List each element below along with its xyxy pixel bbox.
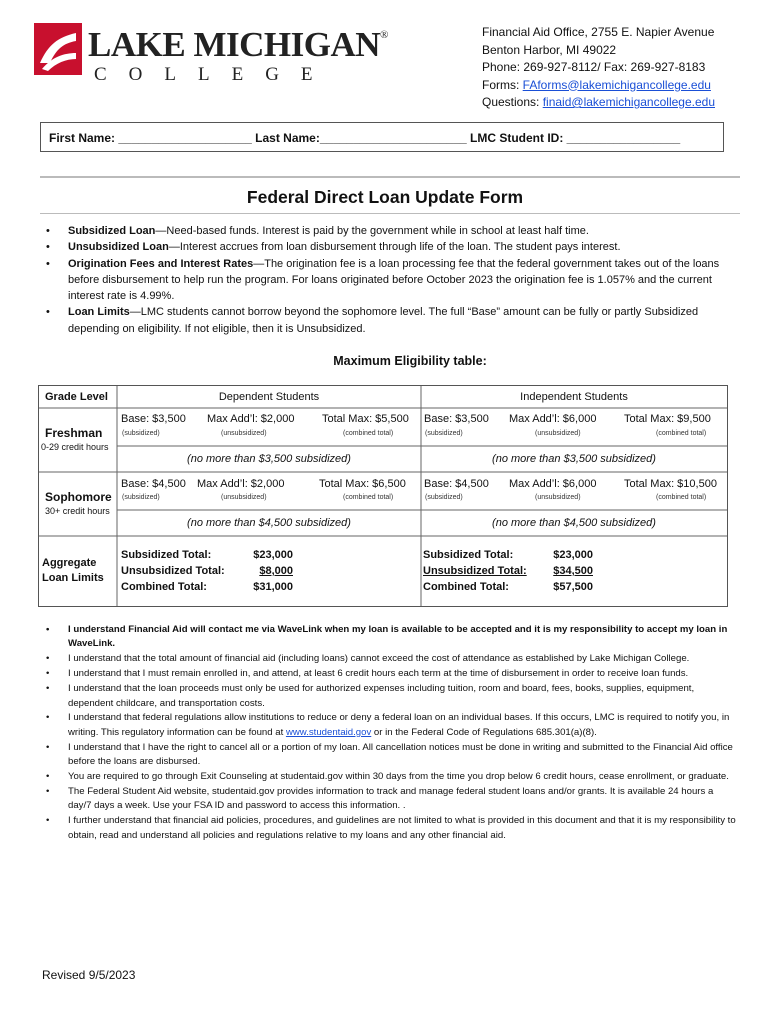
fresh-ind-sub-label: (subsidized) (425, 430, 463, 437)
list-item: • I understand Financial Aid will contact me via WaveLink when my loan is available to be accepted and it is my responsibility to accept my loan in WaveLink. (38, 623, 738, 652)
soph-ind-combined-label: (combined total) (656, 494, 707, 501)
fresh-ind-note: (no more than $3,500 subsidized) (492, 453, 656, 465)
aggregate-dep-values: $23,000 $8,000 $31,000 (253, 549, 293, 593)
fresh-dep-sub-label: (subsidized) (122, 430, 160, 437)
student-info-fields[interactable]: First Name: ____________________ Last Name:______________________ LMC Student ID: _________________ (40, 122, 724, 152)
header-dependent: Dependent Students (218, 391, 320, 403)
soph-dep-unsub-label: (unsubsidized) (221, 494, 267, 501)
soph-ind-base: Base: $4,500 (424, 478, 489, 490)
contact-city: Benton Harbor, MI 49022 (482, 42, 617, 57)
soph-ind-note: (no more than $4,500 subsidized) (492, 517, 656, 529)
forms-email-link[interactable]: FAforms@lakemichigancollege.edu (522, 77, 711, 92)
contact-info (482, 24, 715, 112)
header-grade-level: Grade Level (45, 391, 108, 403)
logo-subtitle: COLLEGE (94, 64, 335, 85)
fresh-dep-unsub-label: (unsubsidized) (221, 430, 267, 437)
list-item: • Origination Fees and Interest Rates—The origination fee is a loan processing fee that the federal government takes out of the loans before disbursement to help run the program. For loans originated before October 2023 the origination fee is 1.057% and the current interest rate is 4.99%. (38, 256, 738, 305)
list-item: • Subsidized Loan—Need-based funds. Interest is paid by the government while in school at least half time. (38, 223, 738, 239)
list-item: • I understand that I must remain enrolled in, and attend, at least 6 credit hours each term at the time of disbursement in order to receive loan funds. (38, 667, 738, 681)
acknowledgement-list (38, 623, 738, 844)
fresh-ind-unsub-label: (unsubsidized) (535, 430, 581, 437)
divider (40, 213, 740, 214)
soph-dep-combined-label: (combined total) (343, 494, 394, 501)
sophomore-credits: 30+ credit hours (45, 506, 110, 516)
list-item: • The Federal Student Aid website, studentaid.gov provides information to track and manage federal student loans and/or grants. It is available 24 hours a day/7 days a week. Use your FSA ID and password to access this information. . (38, 785, 738, 814)
soph-dep-sub-label: (subsidized) (122, 494, 160, 501)
aggregate-dep-labels: Subsidized Total: Unsubsidized Total: Combined Total: (121, 549, 225, 593)
contact-forms: Forms: FAforms@lakemichigancollege.edu (482, 77, 711, 92)
logo-name: LAKE MICHIGAN® (88, 25, 388, 64)
soph-dep-note: (no more than $4,500 subsidized) (187, 517, 351, 529)
list-item: • I understand that the loan proceeds must only be used for authorized expenses including tuition, room and board, fees, books, supplies, equipment, dependent childcare, and transportation costs. (38, 682, 738, 711)
fresh-ind-base: Base: $3,500 (424, 413, 489, 425)
soph-ind-sub-label: (subsidized) (425, 494, 463, 501)
freshman-label: Freshman (45, 426, 103, 440)
fresh-ind-total: Total Max: $9,500 (624, 413, 711, 425)
soph-dep-base: Base: $4,500 (121, 478, 186, 490)
soph-ind-unsub-label: (unsubsidized) (535, 494, 581, 501)
divider (40, 176, 740, 178)
contact-address: Financial Aid Office, 2755 E. Napier Avenue (482, 25, 715, 39)
aggregate-ind-values: $23,000 $34,500 $57,500 (553, 549, 593, 593)
soph-dep-total: Total Max: $6,500 (319, 478, 406, 490)
aggregate-label: Aggregate Loan Limits (42, 557, 104, 584)
contact-questions: Questions: finaid@lakemichigancollege.edu (482, 95, 715, 109)
soph-dep-max: Max Add’l: $2,000 (197, 478, 285, 490)
header-independent: Independent Students (520, 391, 628, 403)
soph-ind-max: Max Add’l: $6,000 (509, 478, 597, 490)
soph-ind-total: Total Max: $10,500 (624, 478, 717, 490)
freshman-credits: 0-29 credit hours (41, 442, 109, 452)
fresh-dep-combined-label: (combined total) (343, 430, 394, 437)
fresh-dep-note: (no more than $3,500 subsidized) (187, 453, 351, 465)
fresh-ind-max: Max Add’l: $6,000 (509, 413, 597, 425)
list-item: • I understand that I have the right to cancel all or a portion of my loan. All cancellation notices must be done in writing and submitted to the Financial Aid office before the loans are disbursed. (38, 741, 738, 770)
list-item: • I further understand that financial aid policies, procedures, and guidelines are not limited to what is provided in this document and that it is my responsibility to obtain, read and understand all policies and regulations relative to my loans and any other financial aid. (38, 814, 738, 843)
list-item: • Unsubsidized Loan—Interest accrues from loan disbursement through life of the loan. The student pays interest. (38, 239, 738, 255)
logo-wave-icon (34, 23, 82, 75)
fresh-dep-max: Max Add’l: $2,000 (207, 413, 295, 425)
revision-date: Revised 9/5/2023 (42, 968, 136, 982)
eligibility-table (38, 385, 728, 607)
aggregate-ind-labels: Subsidized Total: Unsubsidized Total: Combined Total: (423, 549, 527, 593)
table-title: Maximum Eligibility table: (333, 354, 487, 368)
fresh-ind-combined-label: (combined total) (656, 430, 707, 437)
loan-definitions-list (38, 223, 738, 337)
studentaid-link[interactable]: www.studentaid.gov (285, 726, 372, 738)
questions-email-link[interactable]: finaid@lakemichigancollege.edu (542, 95, 715, 109)
page-title: Federal Direct Loan Update Form (246, 187, 524, 207)
list-item: • I understand that the total amount of financial aid (including loans) cannot exceed the cost of attendance as established by Lake Michigan College. (38, 652, 738, 666)
list-item: • Loan Limits—LMC students cannot borrow beyond the sophomore level. The full “Base” amount can be fully or partly Subsidized depending on eligibility. If not eligible, then it is Unsubsidized. (38, 304, 738, 337)
fresh-dep-total: Total Max: $5,500 (322, 413, 409, 425)
sophomore-label: Sophomore (45, 490, 112, 504)
college-logo (34, 23, 388, 85)
contact-phone: Phone: 269-927-8112/ Fax: 269-927-8183 (482, 60, 706, 74)
fresh-dep-base: Base: $3,500 (121, 413, 186, 425)
list-item: • You are required to go through Exit Counseling at studentaid.gov within 30 days from the time you drop below 6 credit hours, cease enrollment, or graduate. (38, 770, 738, 784)
list-item: • I understand that federal regulations allow institutions to reduce or deny a federal loan on an individual bases. If this occurs, LMC is required to notify you, in writing. This regulatory information can be found at www.studentaid.gov or in the Federal Code of Regulations 685.301(a)(8). (38, 711, 738, 740)
